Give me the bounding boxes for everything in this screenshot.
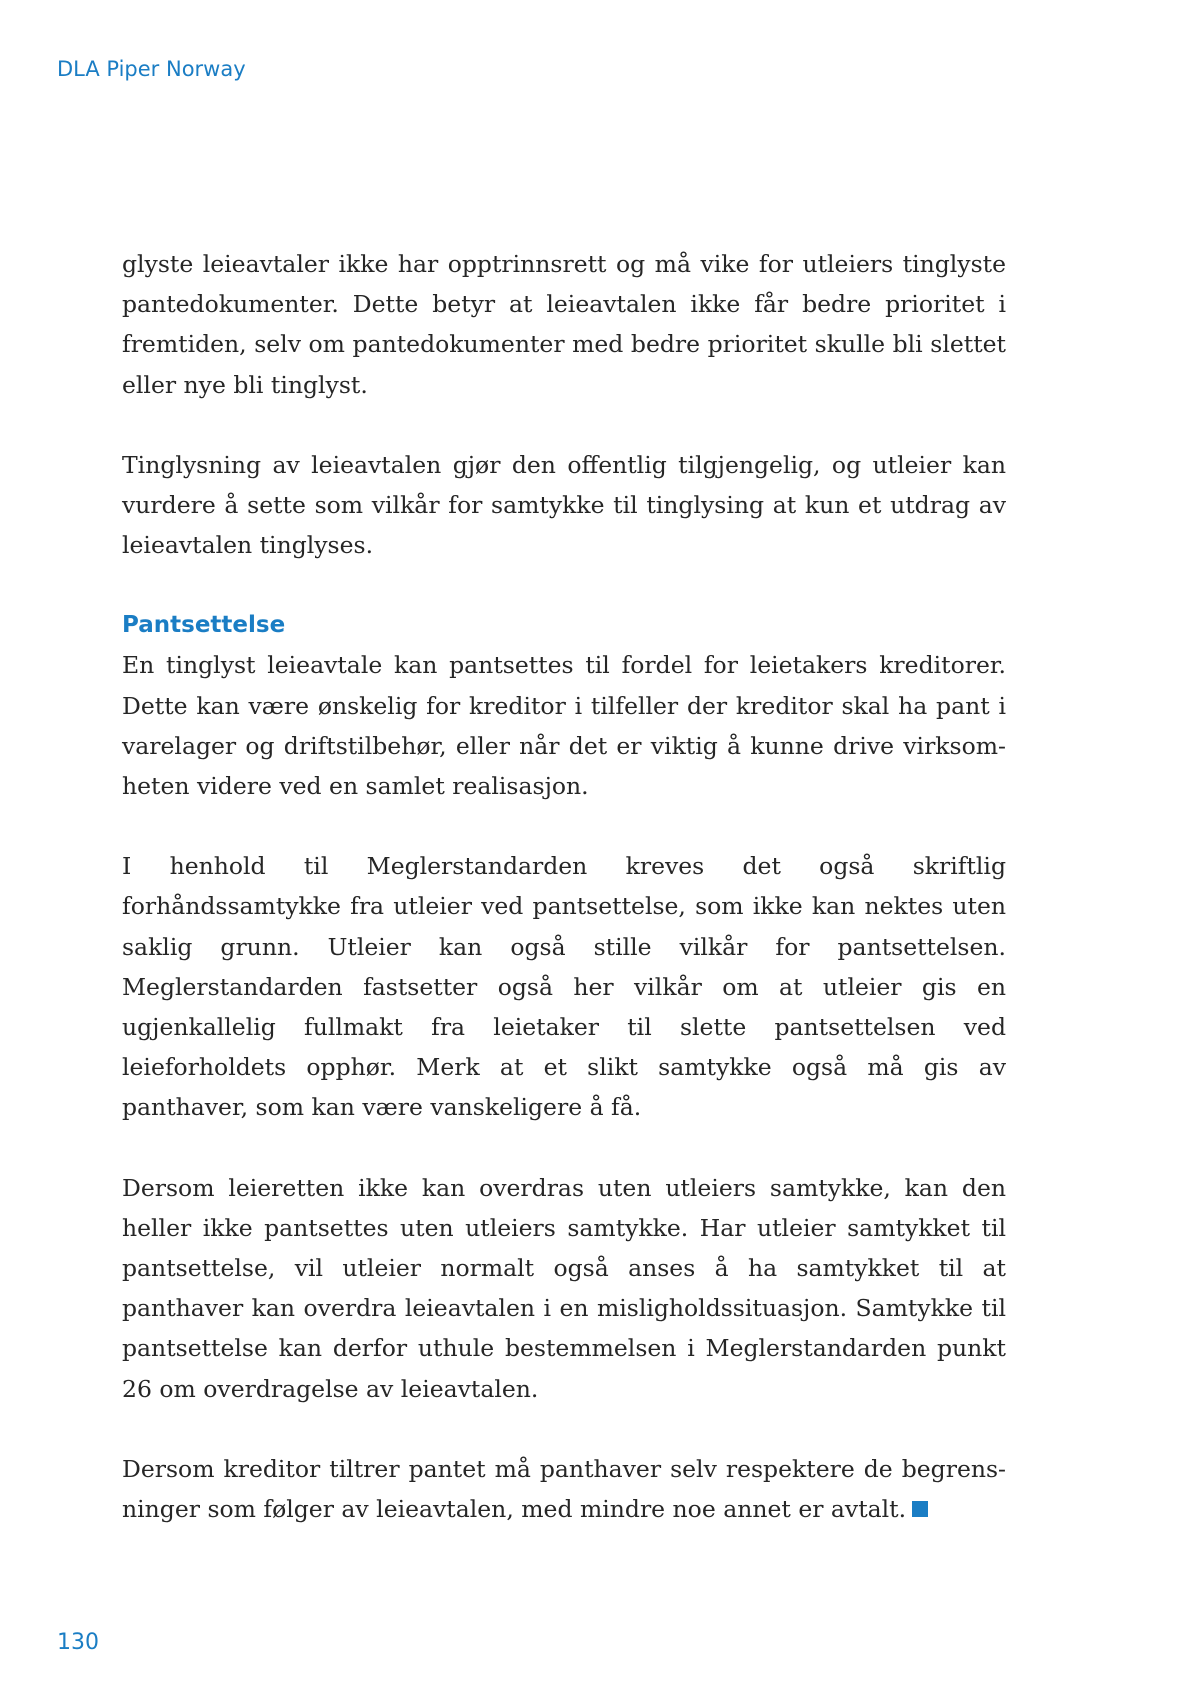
page-body <box>122 244 1006 1529</box>
body-paragraph-1: glyste leieavtaler ikke har opptrinnsrett og må vike for utleiers tinglyste pantedokumenter. Dette betyr at leieavtalen ikke får bedre prioritet i fremtiden, selv om pantedokumenter med bedre prioritet skulle bli slettet eller nye bli tinglyst. <box>122 250 1006 399</box>
section-heading-pantsettelse: Pantsettelse <box>122 612 286 639</box>
body-paragraph-3: En tinglyst leieavtale kan pantsettes til fordel for leietakers kreditorer. Dette kan være ønskelig for kreditor i tilfeller der kreditor skal ha pant i varelager og driftstilbehør, eller når det er viktig å kunne drive virksomheten videre ved en samlet realisasjon. <box>122 651 1006 801</box>
body-paragraph-2: Tinglysning av leieavtalen gjør den offentlig tilgjengelig, og utleier kan vurdere å sette som vilkår for samtykke til tinglysing at kun et utdrag av leieavtalen tinglyses. <box>122 450 1006 560</box>
body-paragraph-5: Dersom leieretten ikke kan overdras uten utleiers samtykke, kan den heller ikke pantsettes uten utleiers samtykke. Har utleier samtykket til pantsettelse, vil utleier normalt også anses å ha samtykket til at panthaver kan overdra leieavtalen i en misligholdssituasjon. Samtykke til pantsettelse kan derfor uthule bestemmelsen i Meglerstandarden punkt 26 om overdragelse av leieavtalen. <box>122 1173 1006 1403</box>
end-of-article-icon <box>912 1501 928 1517</box>
body-paragraph-6 <box>122 1449 1006 1529</box>
running-header: DLA Piper Norway <box>57 57 246 81</box>
body-paragraph-6-text: Dersom kreditor tiltrer pantet må panthaver selv respektere de begrensninger som følger av leieavtalen, med mindre noe annet er avtalt. <box>122 1454 1006 1524</box>
body-paragraph-4: I henhold til Meglerstandarden kreves det også skriftlig forhåndssamtykke fra utleier ved pantsettelse, som ikke kan nektes uten saklig grunn. Utleier kan også stille vilkår for pantsettelsen. Meglerstandarden fastsetter også her vilkår om at utleier gis en ugjenkallelig fullmakt fra leietaker til slette pantsettelsen ved leieforholdets opphør. Merk at et slikt samtykke også må gis av panthaver, som kan være vanskeligere å få. <box>122 852 1006 1122</box>
page-number: 130 <box>57 1630 99 1655</box>
